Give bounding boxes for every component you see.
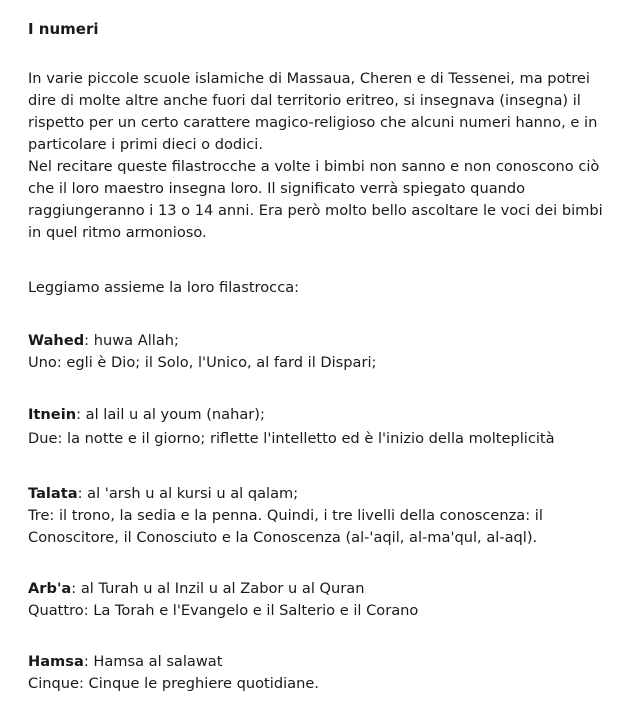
entry-arabic: : huwa Allah; xyxy=(84,332,179,349)
entry-meaning: Cinque: Cinque le preghiere quotidiane. xyxy=(28,675,319,692)
entry-heading xyxy=(28,651,618,673)
entry-term: Hamsa xyxy=(28,653,84,670)
intro-paragraph-1: In varie piccole scuole islamiche di Massaua, Cheren e di Tessenei, ma potrei dire di molte altre anche fuori dal territorio eritreo, si insegnava (insegna) il rispetto per un certo carattere magico-religioso che alcuni numeri hanno, e in particolare i primi dieci o dodici. xyxy=(28,70,598,153)
lead-text: Leggiamo assieme la loro filastrocca: xyxy=(28,279,300,296)
entry-talata xyxy=(28,483,618,549)
entry-arabic: : Hamsa al salawat xyxy=(83,653,223,670)
entry-arabic: : al Turah u al Inzil u al Zabor u al Quran xyxy=(71,580,365,597)
entry-term: Itnein xyxy=(28,406,77,423)
entry-term: Wahed xyxy=(28,332,85,349)
entry-heading xyxy=(28,404,618,426)
intro-paragraph-2: Nel recitare queste filastrocche a volte i bimbi non sanno e non conoscono ciò che il loro maestro insegna loro. Il significato verrà spiegato quando raggiungeranno i 13 o 14 anni. Era però molto bello ascoltare le voci dei bimbi in quel ritmo armonioso. xyxy=(28,158,603,241)
entry-meaning: Tre: il trono, la sedia e la penna. Quindi, i tre livelli della conoscenza: il Conoscitore, il Conosciuto e la Conoscenza (al-'aqil, al-ma'qul, al-aql). xyxy=(28,507,543,546)
entry-hamsa xyxy=(28,651,618,695)
entry-heading xyxy=(28,483,618,505)
entry-meaning: Quattro: La Torah e l'Evangelo e il Salterio e il Corano xyxy=(28,602,419,619)
entry-term: Talata xyxy=(28,485,78,502)
entry-meaning: Uno: egli è Dio; il Solo, l'Unico, al fard il Dispari; xyxy=(28,354,377,371)
entry-arba xyxy=(28,578,618,622)
entry-heading xyxy=(28,578,618,600)
entry-arabic: : al lail u al youm (nahar); xyxy=(76,406,265,423)
entry-term: Arb'a xyxy=(28,580,72,597)
entry-heading xyxy=(28,330,618,352)
entry-itnein xyxy=(28,404,618,450)
entry-wahed xyxy=(28,330,618,374)
intro-section xyxy=(28,68,618,244)
entry-meaning: Due: la notte e il giorno; riflette l'intelletto ed è l'inizio della molteplicità xyxy=(28,430,555,447)
entry-arabic: : al 'arsh u al kursi u al qalam; xyxy=(77,485,299,502)
page-title: I numeri xyxy=(28,20,99,38)
